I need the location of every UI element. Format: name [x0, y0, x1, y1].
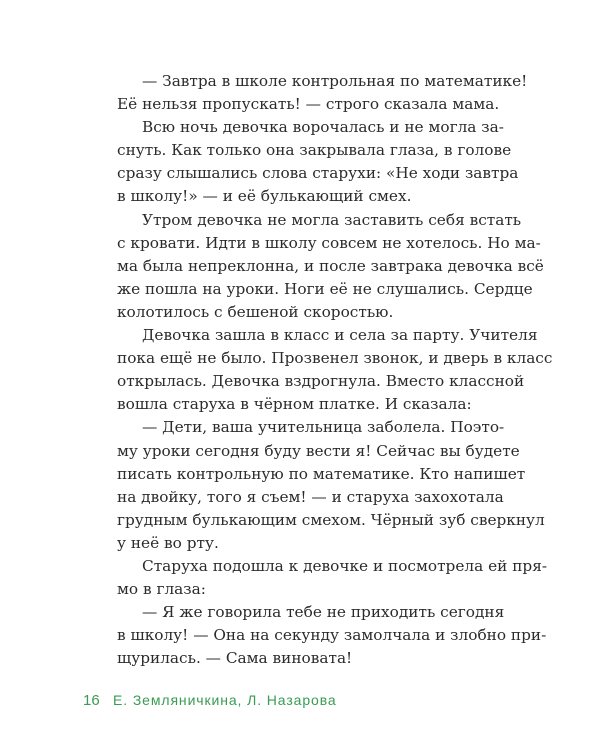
paragraph-4 — [117, 324, 553, 416]
paragraph-5 — [117, 416, 545, 555]
text-line: Всю ночь девочка ворочалась и не могла за- — [142, 118, 504, 137]
text-line: вошла старуха в чёрном платке. И сказала: — [117, 395, 472, 414]
text-line: в школу!» — и её булькающий смех. — [117, 187, 412, 206]
page-number: 16 — [83, 692, 100, 709]
text-line: с кровати. Идти в школу совсем не хотелось. Но ма- — [117, 233, 541, 252]
text-line: колотилось с бешеной скоростью. — [117, 302, 394, 321]
text-line: Её нельзя пропускать! — строго сказала мама. — [117, 95, 500, 114]
paragraph-3 — [117, 209, 544, 324]
text-line: снуть. Как только она закрывала глаза, в голове — [117, 141, 512, 160]
text-line: Старуха подошла к девочке и посмотрела ей пря- — [142, 556, 548, 575]
text-line: писать контрольную по математике. Кто напишет — [117, 464, 526, 483]
author-credit: Е. Земляничкина, Л. Назарова — [113, 692, 337, 708]
text-line: — Дети, ваша учительница заболела. Поэто- — [142, 418, 505, 437]
body-text — [117, 70, 553, 670]
text-line: же пошла на уроки. Ноги её не слушались. Сердце — [117, 279, 533, 298]
page-footer — [83, 692, 337, 709]
text-line: ма была непреклонна, и после завтрака девочка всё — [117, 256, 544, 275]
paragraph-2 — [117, 116, 519, 208]
text-line: мо в глаза: — [117, 580, 206, 599]
text-line: грудным булькающим смехом. Чёрный зуб сверкнул — [117, 510, 545, 529]
paragraph-1 — [117, 70, 528, 116]
text-line: — Завтра в школе контрольная по математике! — [142, 72, 528, 90]
text-line: сразу слышались слова старухи: «Не ходи завтра — [117, 164, 519, 183]
text-line: открылась. Девочка вздрогнула. Вместо классной — [117, 372, 525, 391]
paragraph-7 — [117, 601, 547, 670]
paragraph-6 — [117, 555, 548, 601]
text-line: на двойку, того я съем! — и старуха захохотала — [117, 487, 504, 506]
text-line: — Я же говорила тебе не приходить сегодня — [142, 603, 505, 622]
text-line: у неё во рту. — [117, 533, 219, 552]
text-line: щурилась. — Сама виновата! — [117, 649, 353, 668]
text-line: му уроки сегодня буду вести я! Сейчас вы будете — [117, 441, 520, 460]
text-line: Утром девочка не могла заставить себя встать — [142, 210, 522, 229]
text-line: Девочка зашла в класс и села за парту. Учителя — [142, 326, 538, 345]
text-line: в школу! — Она на секунду замолчала и злобно при- — [117, 626, 547, 645]
text-line: пока ещё не было. Прозвенел звонок, и дверь в класс — [117, 349, 553, 368]
